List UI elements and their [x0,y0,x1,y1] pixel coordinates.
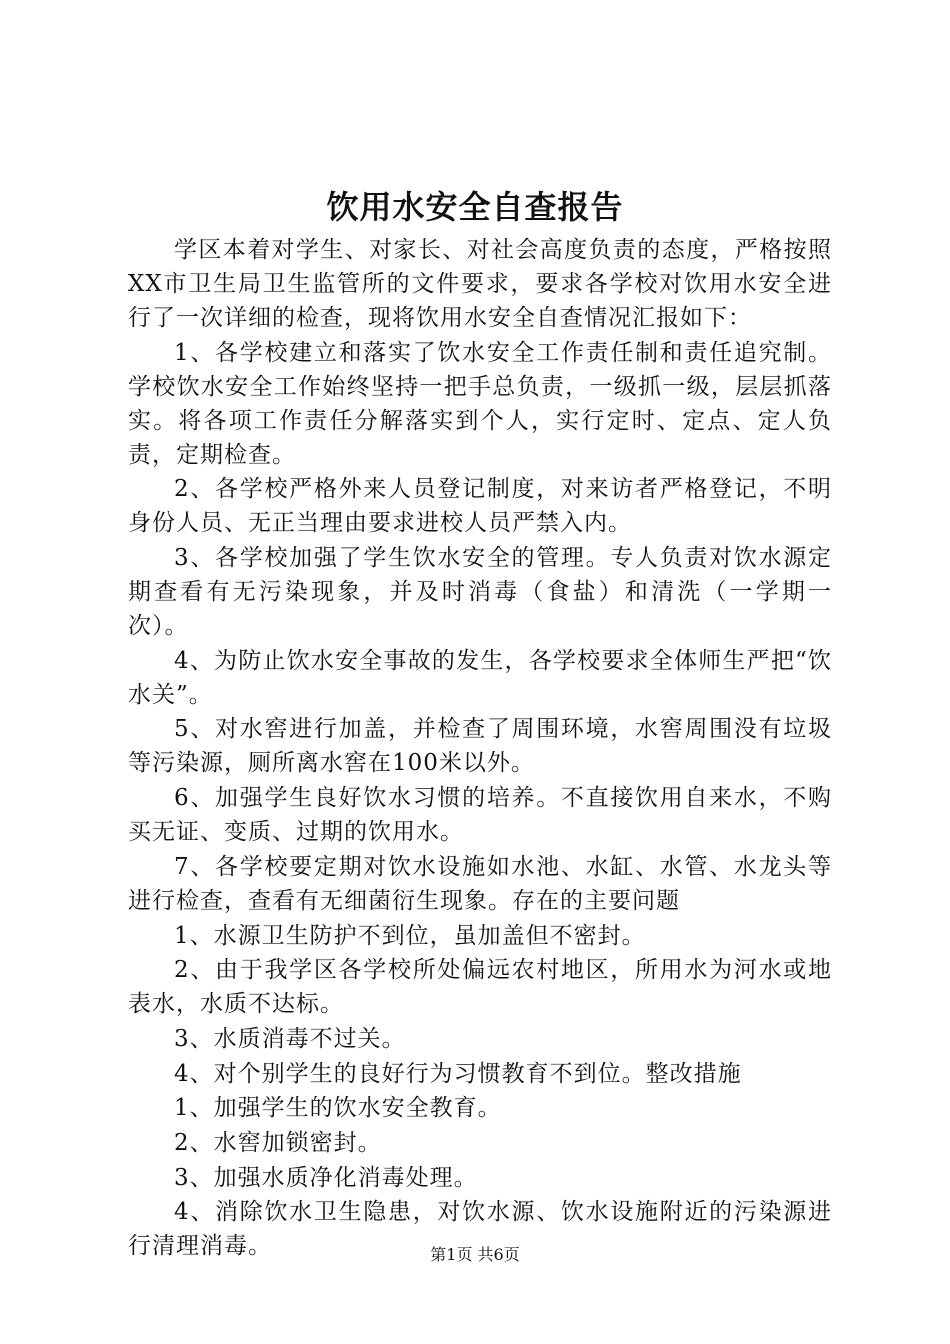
measure-item-4: 4、消除饮水卫生隐患，对饮水源、饮水设施附近的污染源进行清理消毒。 [128,1199,832,1260]
body-paragraph-item-1: 1、各学校建立和落实了饮水安全工作责任制和责任追究制。学校饮水安全工作始终坚持一把手总负责，一级抓一级，层层抓落实。将各项工作责任分解落实到个人，实行定时、定点、定人负责，定期检查。 [128,339,832,468]
document-title: 饮用水安全自查报告 [326,188,624,226]
document-body [128,233,832,1264]
body-paragraph-item-4: 4、为防止饮水安全事故的发生，各学校要求全体师生严把“饮水关”。 [128,647,832,708]
measure-item-3: 3、加强水质净化消毒处理。 [174,1164,478,1191]
problem-item-3: 3、水质消毒不过关。 [174,1025,406,1052]
problem-item-4: 4、对个别学生的良好行为习惯教育不到位。整改措施 [174,1060,742,1087]
body-paragraph-item-5: 5、对水窖进行加盖，并检查了周围环境，水窖周围没有垃圾等污染源，厕所离水窖在100米以外。 [128,716,832,777]
problem-item-1: 1、水源卫生防护不到位，虽加盖但不密封。 [174,922,646,949]
body-paragraph-item-2: 2、各学校严格外来人员登记制度，对来访者严格登记，不明身份人员、无正当理由要求进校人员严禁入内。 [128,476,832,537]
measure-item-2: 2、水窖加锁密封。 [174,1129,382,1156]
problem-item-2: 2、由于我学区各学校所处偏远农村地区，所用水为河水或地表水，水质不达标。 [128,957,832,1018]
body-paragraph-item-3: 3、各学校加强了学生饮水安全的管理。专人负责对饮水源定期查看有无污染现象，并及时消毒（食盐）和清洗（一学期一次）。 [128,545,832,640]
body-paragraph-item-7: 7、各学校要定期对饮水设施如水池、水缸、水管、水龙头等进行检查，查看有无细菌衍生现象。存在的主要问题 [128,853,832,914]
page-footer: 第1页 共6页 [430,1245,520,1264]
body-paragraph-item-6: 6、加强学生良好饮水习惯的培养。不直接饮用自来水，不购买无证、变质、过期的饮用水。 [128,785,832,846]
body-paragraph-intro: 学区本着对学生、对家长、对社会高度负责的态度，严格按照XX市卫生局卫生监管所的文件要求，要求各学校对饮用水安全进行了一次详细的检查，现将饮用水安全自查情况汇报如下： [128,237,832,331]
measure-item-1: 1、加强学生的饮水安全教育。 [174,1095,502,1122]
